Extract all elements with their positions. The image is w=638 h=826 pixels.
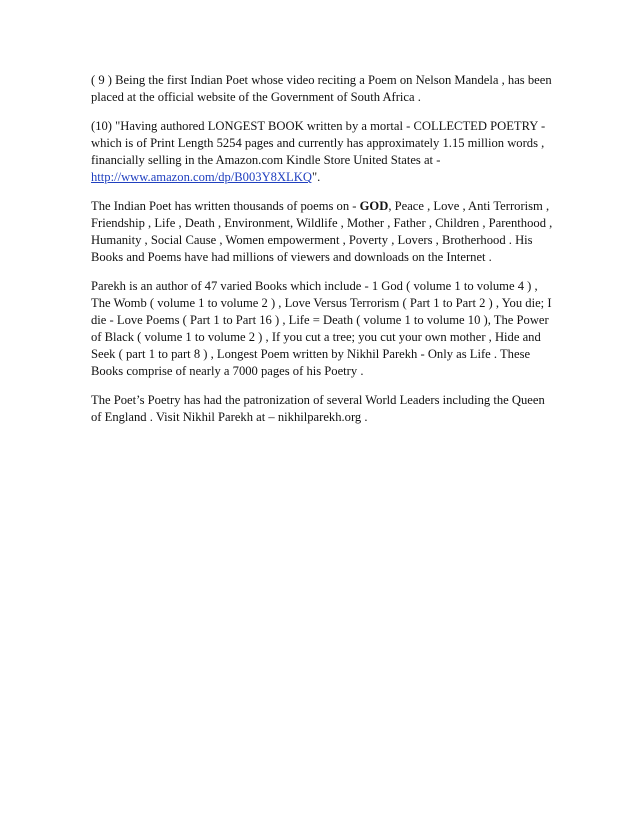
paragraph-text: Parekh is an author of 47 varied Books which include - 1 God ( volume 1 to volume 4 ) , The Womb ( volume 1 to volume 2 ) , Love Versus Terrorism ( Part 1 to Part 2 ) , You die; I die - Love Poems ( Part 1 to Part 16 ) , Life = Death ( volume 1 to volume 10 ), The Power of Black ( volume 1 to volume 2 ) , If you cut a tree; you cut your own mother , Hide and Seek ( part 1 to part 8 ) , Longest Poem written by Nikhil Parekh - Only as Life . These Books comprise of nearly a 7000 pages of his Poetry . xyxy=(91,279,552,378)
bold-word-god: GOD xyxy=(359,199,389,213)
paragraph-longest-book xyxy=(91,118,553,186)
paragraph-poem-topics xyxy=(91,198,553,266)
document-body xyxy=(91,72,553,438)
paragraph-text-end: , Peace , Love , Anti Terrorism , Friendship , Life , Death , Environment, Wildlife , Mother , Father , Children , Parenthood , Humanity , Social Cause , Women empowerment , Poverty , Lovers , Brotherhood . His Books and Poems have had millions of viewers and downloads on the Internet . xyxy=(91,199,553,264)
paragraph-text: The Indian Poet has written thousands of poems on - xyxy=(91,199,360,213)
amazon-link[interactable]: http://www.amazon.com/dp/B003Y8XLKQ xyxy=(91,170,312,184)
paragraph-books-list xyxy=(91,278,553,380)
paragraph-patronization xyxy=(91,392,553,426)
paragraph-text: ( 9 ) Being the first Indian Poet whose video reciting a Poem on Nelson Mandela , has been placed at the official website of the Government of South Africa . xyxy=(91,73,552,104)
paragraph-text-end: ". xyxy=(311,170,321,184)
paragraph-text: The Poet’s Poetry has had the patronization of several World Leaders including the Queen of England . Visit Nikhil Parekh at – nikhilparekh.org . xyxy=(91,393,545,424)
paragraph-text: (10) "Having authored LONGEST BOOK written by a mortal - COLLECTED POETRY - which is of Print Length 5254 pages and currently has approximately 1.15 million words , financially selling in the Amazon.com Kindle Store United States at - xyxy=(91,119,546,167)
paragraph-south-africa xyxy=(91,72,553,106)
